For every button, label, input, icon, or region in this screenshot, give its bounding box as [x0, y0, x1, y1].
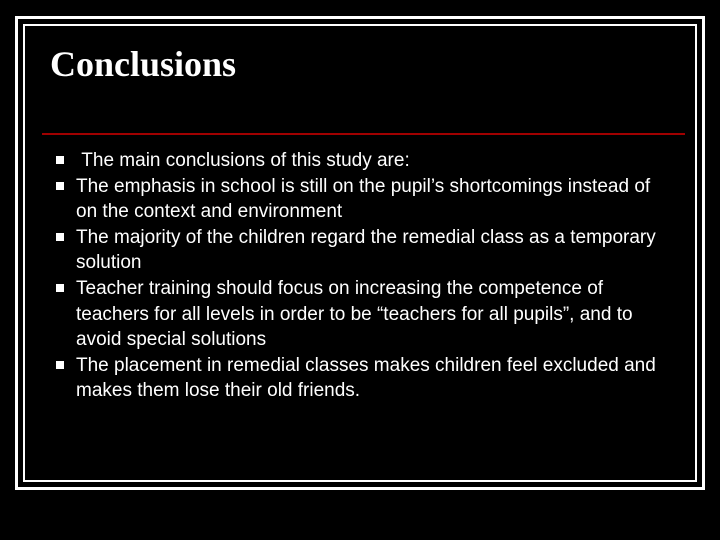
square-bullet-icon: [56, 156, 64, 164]
bullet-text: The placement in remedial classes makes children feel excluded and makes them lose their old friends.: [76, 354, 656, 402]
square-bullet-icon: [56, 361, 64, 369]
slide-title: Conclusions: [50, 44, 237, 84]
bullet-text: Teacher training should focus on increasing the competence of teachers for all levels in order to be “teachers for all pupils”, and to avoid special solutions: [76, 277, 633, 351]
bullet-item: [52, 225, 672, 276]
bullet-item: [52, 353, 672, 404]
square-bullet-icon: [56, 233, 64, 241]
square-bullet-icon: [56, 182, 64, 190]
bullet-text: The majority of the children regard the remedial class as a temporary solution: [76, 226, 656, 274]
bullet-item: [52, 276, 672, 353]
bullet-text: The main conclusions of this study are:: [76, 150, 410, 171]
square-bullet-icon: [56, 284, 64, 292]
title-divider: [42, 133, 685, 135]
bullet-text: The emphasis in school is still on the pupil’s shortcomings instead of on the context and environment: [76, 175, 651, 223]
bullet-item: [52, 148, 672, 174]
bullet-list: [52, 148, 672, 404]
bullet-item: [52, 174, 672, 225]
